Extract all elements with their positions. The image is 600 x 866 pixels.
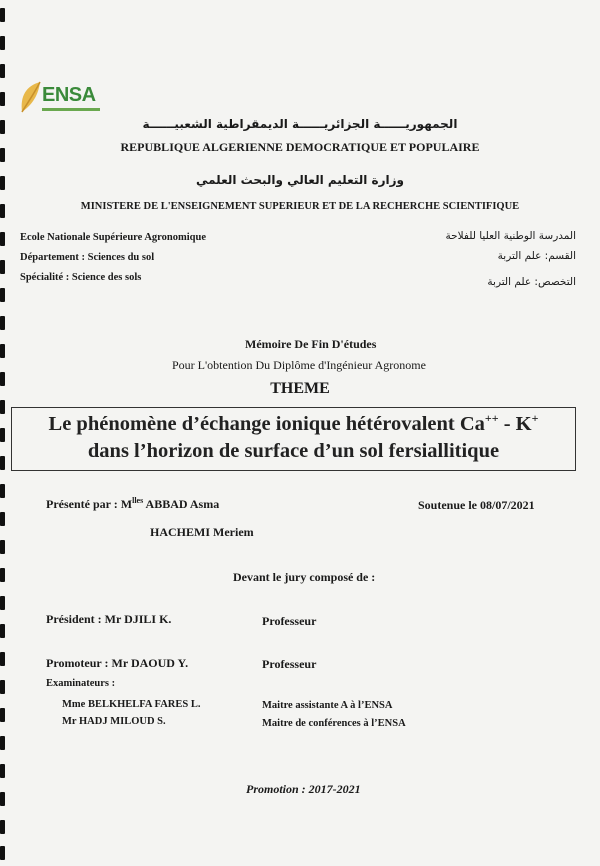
president: Président : Mr DJILI K.	[46, 612, 172, 626]
president-role: Professeur	[262, 614, 317, 628]
memoire-title: Mémoire De Fin D'études	[245, 337, 377, 351]
promoter: Promoteur : Mr DAOUD Y.	[46, 656, 189, 670]
examiner-1-role: Maitre assistante A à l’ENSA	[262, 700, 393, 711]
defense-date: Soutenue le 08/07/2021	[418, 498, 535, 512]
logo-underline	[42, 108, 100, 111]
thesis-title-line1: Le phénomène d’échange ionique hétérovalent Ca++ - K+	[48, 411, 539, 435]
ensa-leaf-icon	[18, 80, 44, 114]
school-name-ar: المدرسة الوطنية العليا للفلاحة	[445, 230, 576, 242]
department-ar: القسم: علم التربة	[497, 250, 576, 262]
presented-by: Présenté par : $M^{lles}$ ABBAD Asma	[46, 496, 220, 511]
logo-text: ENSA	[42, 84, 96, 106]
department-fr: Département : Sciences du sol	[20, 252, 155, 263]
examiner-2-role: Maitre de conférences à l’ENSA	[262, 718, 406, 729]
speciality-fr: Spécialité : Science des sols	[20, 272, 142, 283]
promoter-role: Professeur	[262, 657, 317, 671]
potassium-charge: +	[531, 411, 539, 426]
examiners-label: Examinateurs :	[46, 678, 116, 689]
speciality-ar: التخصص: علم التربة	[487, 276, 576, 288]
promotion: Promotion : 2017-2021	[246, 782, 361, 796]
calcium-charge: ++	[484, 411, 499, 426]
theme-label: THEME	[270, 380, 330, 397]
republic-arabic: الجمهوريــــــة الجزائريــــــة الديمقراطية الشعبيــــــة	[142, 117, 458, 131]
student-2: HACHEMI Meriem	[150, 525, 254, 539]
jury-heading: Devant le jury composé de :	[233, 570, 376, 584]
ministry-french: MINISTERE DE L'ENSEIGNEMENT SUPERIEUR ET DE LA RECHERCHE SCIENTIFIQUE	[80, 201, 520, 212]
memoire-subtitle: Pour L'obtention Du Diplôme d'Ingénieur Agronome	[172, 358, 426, 372]
thesis-title	[11, 411, 576, 465]
examiner-1-name: Mme BELKHELFA FARES L.	[62, 699, 201, 710]
ministry-arabic: وزارة التعليم العالي والبحث العلمي	[195, 173, 405, 187]
republic-french: REPUBLIQUE ALGERIENNE DEMOCRATIQUE ET POPULAIRE	[120, 140, 480, 154]
ensa-logo	[18, 78, 102, 118]
thesis-title-line2: dans l’horizon de surface d’un sol fersiallitique	[87, 440, 500, 462]
examiner-2-name: Mr HADJ MILOUD S.	[62, 716, 166, 727]
school-name-fr: Ecole Nationale Supérieure Agronomique	[20, 232, 206, 243]
